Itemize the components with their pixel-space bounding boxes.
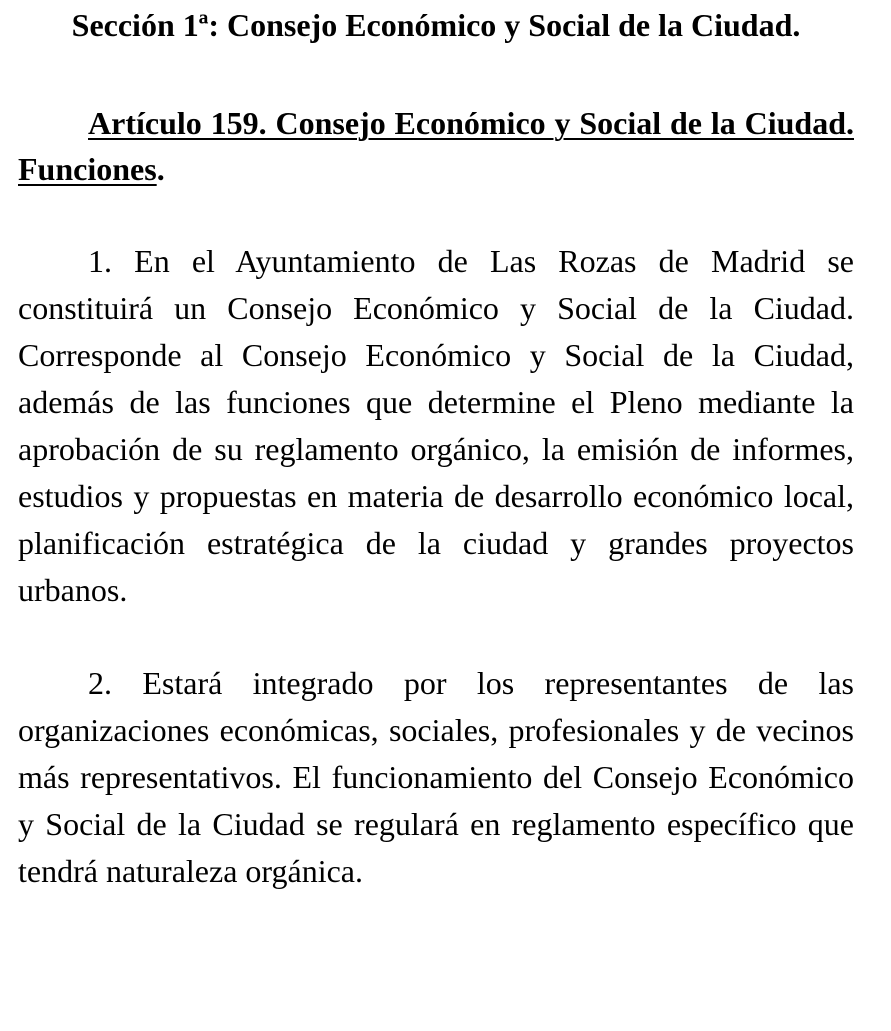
article-title-period: . xyxy=(156,151,165,187)
paragraph-2: 2. Estará integrado por los representantes de las organizaciones económicas, sociales, profesionales y de vecinos más representativos. El funcionamiento del Consejo Económico y Social de la Ciudad se regulará en reglamento específico que tendrá naturaleza orgánica. xyxy=(18,665,854,889)
article-heading xyxy=(18,100,854,192)
section-title: Sección 1ª: Consejo Económico y Social de la Ciudad. xyxy=(71,7,801,43)
article-title: Artículo 159. Consejo Económico y Social de la Ciudad. Funciones xyxy=(18,105,854,187)
paragraph-1: 1. En el Ayuntamiento de Las Rozas de Madrid se constituirá un Consejo Económico y Social de la Ciudad. Corresponde al Consejo Económico y Social de la Ciudad, además de las funciones que determine el Pleno mediante la aprobación de su reglamento orgánico, la emisión de informes, estudios y propuestas en materia de desarrollo económico local, planificación estratégica de la ciudad y grandes proyectos urbanos. xyxy=(18,243,854,608)
